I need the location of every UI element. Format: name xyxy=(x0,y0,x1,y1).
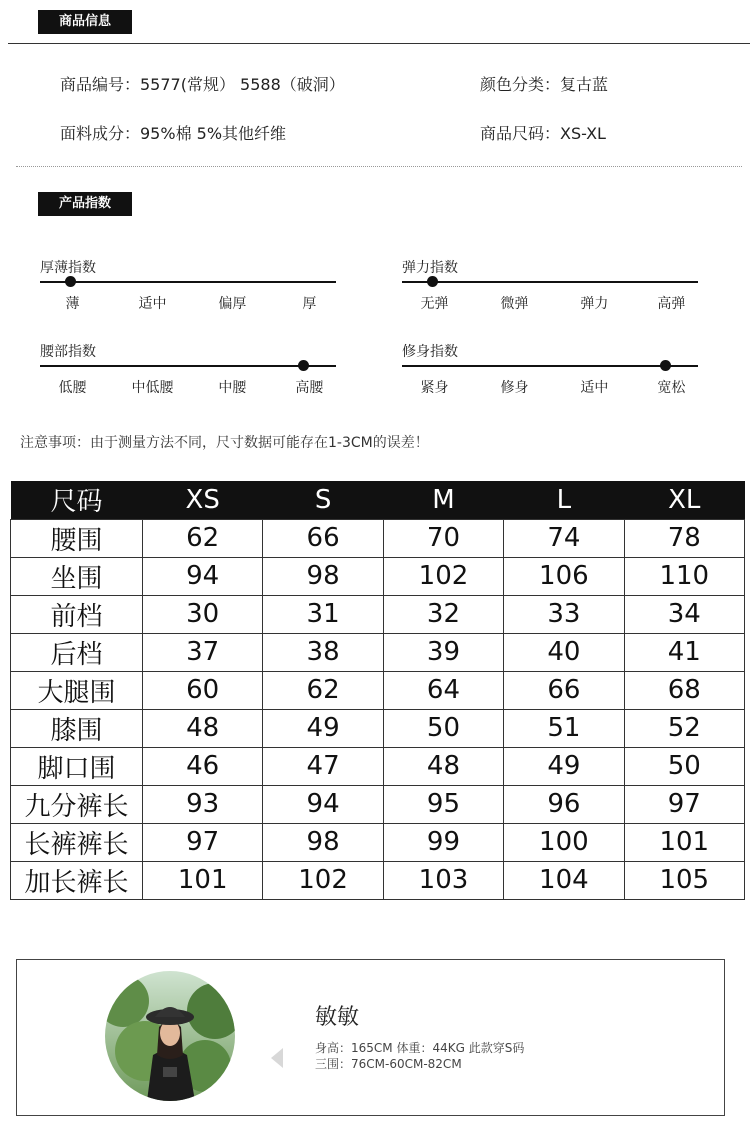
value-cell: 100 xyxy=(504,823,624,861)
value-cell: 48 xyxy=(383,747,503,785)
model-stats: 身高：165CM 体重：44KG 此款穿S码 xyxy=(315,1041,525,1055)
table-row xyxy=(11,633,745,671)
value-cell: 64 xyxy=(383,671,503,709)
value-cell: 62 xyxy=(263,671,383,709)
model-avatar xyxy=(105,971,235,1101)
index-option: 微弹 xyxy=(500,296,529,312)
value-cell: 31 xyxy=(263,595,383,633)
value-cell: 51 xyxy=(504,709,624,747)
header-cell: XL xyxy=(624,481,744,519)
measurement-notice: 注意事项：由于测量方法不同，尺寸数据可能存在1-3CM的误差！ xyxy=(20,435,429,451)
arrow-left-icon xyxy=(271,1048,283,1068)
row-label-cell: 前档 xyxy=(11,595,143,633)
value-cell: 68 xyxy=(624,671,744,709)
value-cell: 93 xyxy=(143,785,263,823)
index-marker xyxy=(298,360,309,371)
index-marker xyxy=(660,360,671,371)
table-row xyxy=(11,823,745,861)
index-option: 紧身 xyxy=(420,380,449,396)
header-cell: 尺码 xyxy=(11,481,143,519)
value-cell: 60 xyxy=(143,671,263,709)
model-card xyxy=(16,959,725,1116)
index-thickness xyxy=(40,257,336,317)
value-cell: 49 xyxy=(263,709,383,747)
model-name: 敏敏 xyxy=(315,1005,360,1030)
value-cell: 94 xyxy=(263,785,383,823)
value-cell: 50 xyxy=(624,747,744,785)
value-cell: 34 xyxy=(624,595,744,633)
index-waist xyxy=(40,341,336,401)
product-size-range: 商品尺码：XS-XL xyxy=(480,124,606,143)
index-option: 高腰 xyxy=(295,380,324,396)
value-cell: 78 xyxy=(624,519,744,557)
index-label: 腰部指数 xyxy=(40,344,96,360)
row-label-cell: 膝围 xyxy=(11,709,143,747)
value-cell: 33 xyxy=(504,595,624,633)
value-cell: 70 xyxy=(383,519,503,557)
index-option: 无弹 xyxy=(420,296,449,312)
index-marker xyxy=(427,276,438,287)
index-option: 高弹 xyxy=(657,296,686,312)
product-fabric: 面料成分：95%棉 5%其他纤维 xyxy=(60,124,287,143)
row-label-cell: 大腿围 xyxy=(11,671,143,709)
index-option: 弹力 xyxy=(580,296,609,312)
index-option: 厚 xyxy=(302,296,317,312)
index-option: 修身 xyxy=(500,380,529,396)
size-table xyxy=(10,481,745,900)
index-marker xyxy=(65,276,76,287)
product-info-tab: 商品信息 xyxy=(38,10,132,34)
value-cell: 98 xyxy=(263,823,383,861)
index-option: 中低腰 xyxy=(131,380,174,396)
header-cell: M xyxy=(383,481,503,519)
value-cell: 102 xyxy=(263,861,383,899)
table-row xyxy=(11,709,745,747)
value-cell: 49 xyxy=(504,747,624,785)
product-code: 商品编号：5577(常规） 5588（破洞） xyxy=(60,75,345,94)
row-label-cell: 九分裤长 xyxy=(11,785,143,823)
index-label: 修身指数 xyxy=(402,344,458,360)
value-cell: 74 xyxy=(504,519,624,557)
product-color: 颜色分类：复古蓝 xyxy=(480,75,609,94)
row-label-cell: 脚口围 xyxy=(11,747,143,785)
value-cell: 48 xyxy=(143,709,263,747)
row-label-cell: 腰围 xyxy=(11,519,143,557)
value-cell: 38 xyxy=(263,633,383,671)
table-row xyxy=(11,557,745,595)
index-track xyxy=(40,281,336,283)
index-option: 薄 xyxy=(65,296,80,312)
index-track xyxy=(402,365,698,367)
index-option: 适中 xyxy=(580,380,609,396)
value-cell: 97 xyxy=(624,785,744,823)
value-cell: 39 xyxy=(383,633,503,671)
value-cell: 37 xyxy=(143,633,263,671)
value-cell: 62 xyxy=(143,519,263,557)
row-label-cell: 长裤裤长 xyxy=(11,823,143,861)
value-cell: 52 xyxy=(624,709,744,747)
index-label: 弹力指数 xyxy=(402,260,458,276)
value-cell: 101 xyxy=(624,823,744,861)
index-elasticity xyxy=(402,257,698,317)
value-cell: 41 xyxy=(624,633,744,671)
value-cell: 32 xyxy=(383,595,503,633)
dotted-divider xyxy=(16,166,742,167)
value-cell: 46 xyxy=(143,747,263,785)
value-cell: 105 xyxy=(624,861,744,899)
table-row xyxy=(11,785,745,823)
table-row xyxy=(11,595,745,633)
size-table-header xyxy=(11,481,745,519)
value-cell: 66 xyxy=(263,519,383,557)
row-label-cell: 坐围 xyxy=(11,557,143,595)
value-cell: 98 xyxy=(263,557,383,595)
value-cell: 99 xyxy=(383,823,503,861)
index-fit xyxy=(402,341,698,401)
header-cell: XS xyxy=(143,481,263,519)
index-track xyxy=(402,281,698,283)
value-cell: 95 xyxy=(383,785,503,823)
model-measurements: 三围：76CM-60CM-82CM xyxy=(315,1057,462,1071)
table-row xyxy=(11,519,745,557)
index-option: 低腰 xyxy=(58,380,87,396)
header-cell: L xyxy=(504,481,624,519)
value-cell: 30 xyxy=(143,595,263,633)
index-option: 中腰 xyxy=(218,380,247,396)
value-cell: 50 xyxy=(383,709,503,747)
value-cell: 104 xyxy=(504,861,624,899)
index-option: 宽松 xyxy=(657,380,686,396)
table-row xyxy=(11,671,745,709)
index-track xyxy=(40,365,336,367)
value-cell: 102 xyxy=(383,557,503,595)
row-label-cell: 后档 xyxy=(11,633,143,671)
value-cell: 96 xyxy=(504,785,624,823)
value-cell: 66 xyxy=(504,671,624,709)
value-cell: 110 xyxy=(624,557,744,595)
section-divider xyxy=(8,43,750,44)
header-cell: S xyxy=(263,481,383,519)
value-cell: 106 xyxy=(504,557,624,595)
value-cell: 94 xyxy=(143,557,263,595)
index-label: 厚薄指数 xyxy=(40,260,96,276)
index-option: 适中 xyxy=(138,296,167,312)
value-cell: 47 xyxy=(263,747,383,785)
value-cell: 97 xyxy=(143,823,263,861)
value-cell: 40 xyxy=(504,633,624,671)
value-cell: 103 xyxy=(383,861,503,899)
product-index-tab: 产品指数 xyxy=(38,192,132,216)
table-row xyxy=(11,861,745,899)
row-label-cell: 加长裤长 xyxy=(11,861,143,899)
index-option: 偏厚 xyxy=(218,296,247,312)
value-cell: 101 xyxy=(143,861,263,899)
table-row xyxy=(11,747,745,785)
